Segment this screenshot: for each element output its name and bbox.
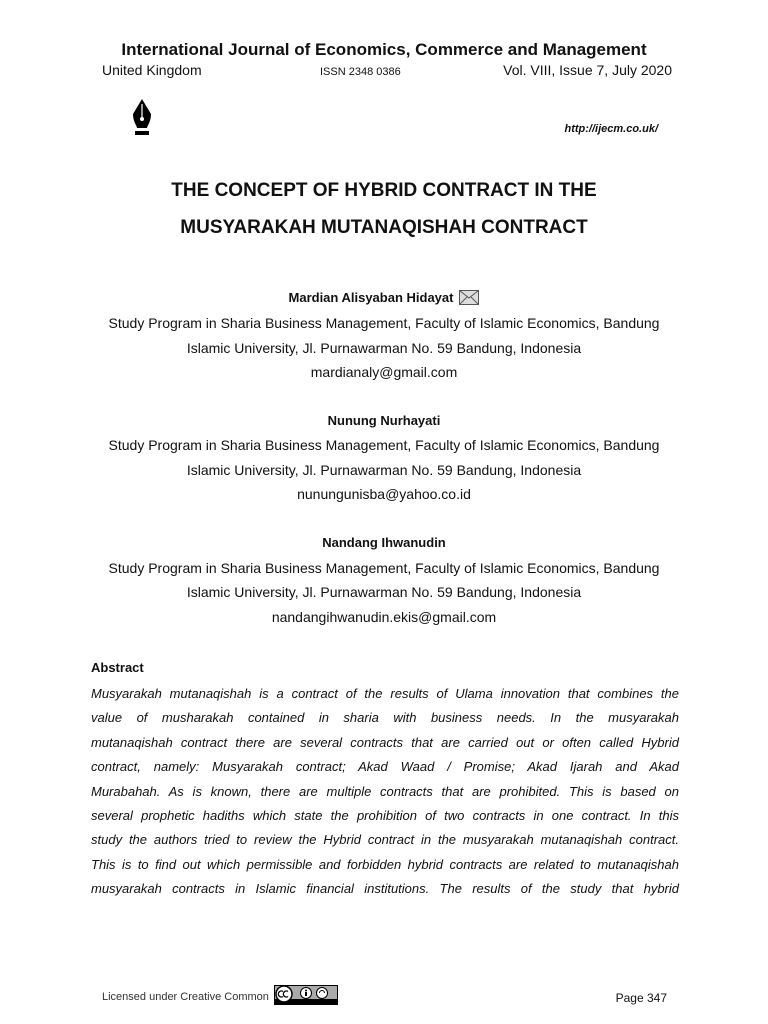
author-affiliation: Islamic University, Jl. Purnawarman No. 59 Bandung, Indonesia [186, 462, 582, 478]
journal-country: United Kingdom [102, 62, 202, 78]
journal-volume: Vol. VIII, Issue 7, July 2020 [503, 62, 672, 78]
abstract-line: musyarakah contracts in Islamic financial institutions. The results of the study that hybrid [91, 881, 679, 897]
abstract-line: value of musharakah contained in sharia with business needs. In the musyarakah [91, 710, 679, 726]
paper-title-line-2: MUSYARAKAH MUTANAQISHAH CONTRACT [180, 217, 588, 238]
abstract-line: contract, namely: Musyarakah contract; Akad Waad / Promise; Akad Ijarah and Akad [91, 759, 679, 775]
abstract-line: several prophetic hadiths which state the prohibition of two contracts in one contract. In this [91, 807, 679, 823]
author-name-text: Mardian Alisyaban Hidayat [288, 290, 454, 305]
pen-nib-icon [130, 98, 154, 138]
author-email[interactable]: nandangihwanudin.ekis@gmail.com [271, 609, 497, 625]
author-name: Nunung Nurhayati [327, 413, 441, 428]
license-text: Licensed under Creative Common [102, 991, 269, 1003]
author-affiliation: Study Program in Sharia Business Management, Faculty of Islamic Economics, Bandung [108, 315, 660, 331]
author-affiliation: Study Program in Sharia Business Management, Faculty of Islamic Economics, Bandung [108, 437, 660, 453]
abstract-line: This is to find out which permissible and forbidden hybrid contracts are related to mutanaqishah [91, 856, 679, 872]
abstract-line: mutanaqishah contract there are several contracts that are carried out or often called Hybrid [91, 734, 679, 750]
author-affiliation: Islamic University, Jl. Purnawarman No. 59 Bandung, Indonesia [186, 340, 582, 356]
envelope-icon[interactable] [459, 290, 479, 305]
journal-title: International Journal of Economics, Commerce and Management [121, 40, 647, 59]
creative-commons-badge-icon[interactable] [274, 985, 338, 1005]
author-email[interactable]: mardianaly@gmail.com [310, 364, 458, 380]
abstract-line: Musyarakah mutanaqishah is a contract of the results of Ulama innovation that combines the [91, 686, 679, 701]
author-name [60, 290, 708, 305]
paper-title-line-1: THE CONCEPT OF HYBRID CONTRACT IN THE [171, 180, 597, 201]
abstract-body [91, 682, 679, 902]
page-number: Page 347 [615, 991, 667, 1005]
author-name: Nandang Ihwanudin [322, 535, 446, 550]
author-affiliation: Study Program in Sharia Business Management, Faculty of Islamic Economics, Bandung [108, 560, 660, 576]
abstract-heading: Abstract [91, 660, 144, 675]
journal-url[interactable]: http://ijecm.co.uk/ [564, 123, 658, 135]
author-affiliation: Islamic University, Jl. Purnawarman No. 59 Bandung, Indonesia [186, 584, 582, 600]
author-email[interactable]: nunungunisba@yahoo.co.id [297, 486, 471, 502]
abstract-line: Murabahah. As is known, there are multiple contracts that are prohibited. This is based on [91, 783, 679, 799]
abstract-line: study the authors tried to review the Hybrid contract in the musyarakah mutanaqishah contract. [91, 832, 679, 848]
journal-issn: ISSN 2348 0386 [320, 66, 401, 78]
